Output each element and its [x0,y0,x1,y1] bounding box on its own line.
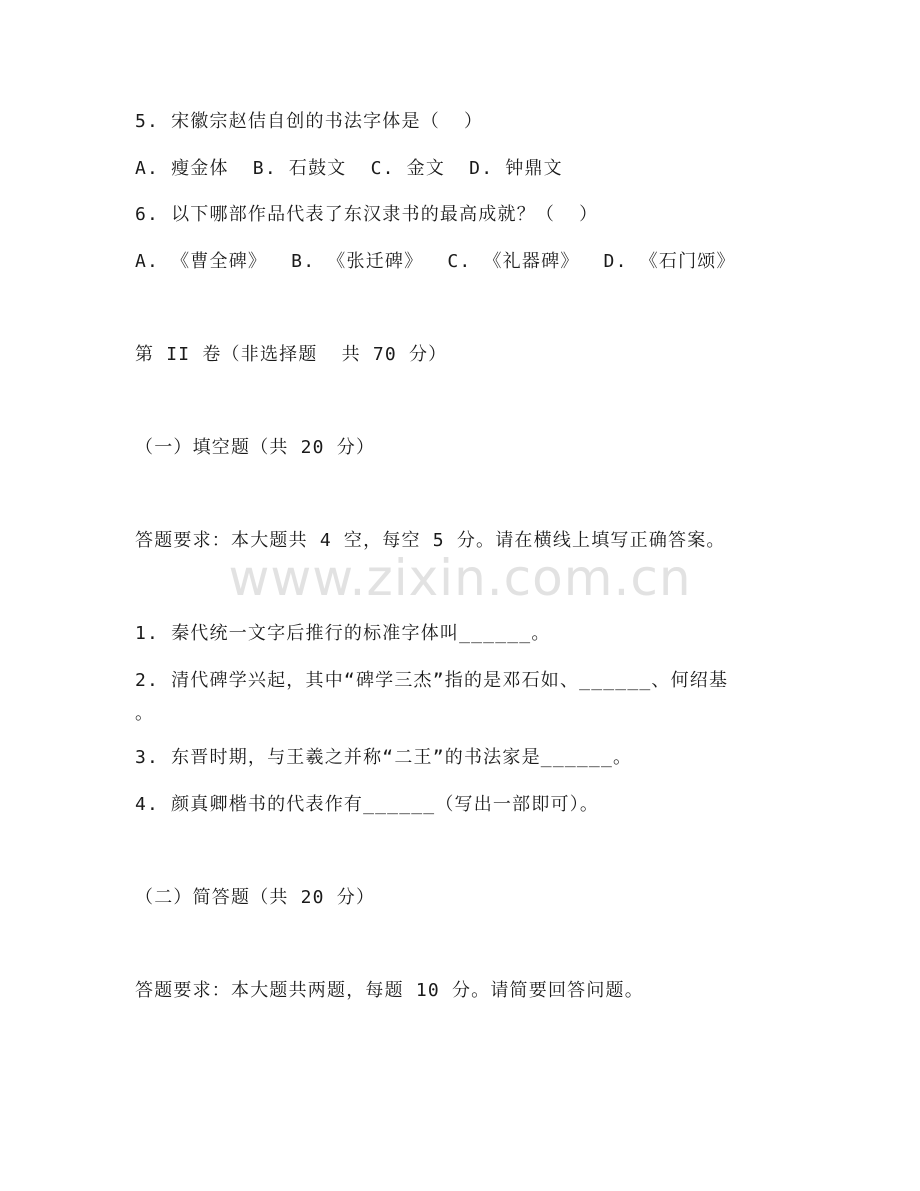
fill-blank-requirement: 答题要求：本大题共 4 空，每空 5 分。请在横线上填写正确答案。 [135,530,726,551]
fill-blank-item-2-continuation: 。 [135,703,155,724]
watermark: www.zixin.com.cn [228,549,692,607]
short-answer-heading: （二）简答题（共 20 分） [135,887,376,908]
fill-blank-item-4: 4. 颜真卿楷书的代表作有______（写出一部即可）。 [135,794,600,815]
fill-blank-heading: （一）填空题（共 20 分） [135,437,376,458]
fill-blank-item-2: 2. 清代碑学兴起，其中“碑学三杰”指的是邓石如、______、何绍基 [135,670,729,691]
question-6-stem: 6. 以下哪部作品代表了东汉隶书的最高成就？（ ） [135,204,599,225]
fill-blank-item-3: 3. 东晋时期，与王羲之并称“二王”的书法家是______。 [135,747,633,768]
question-5-options: A. 瘦金体 B. 石鼓文 C. 金文 D. 钟鼎文 [135,158,563,179]
short-answer-requirement: 答题要求：本大题共两题，每题 10 分。请简要回答问题。 [135,980,644,1001]
section-2-title: 第 II 卷（非选择题 共 70 分） [135,344,448,365]
question-6-options: A. 《曹全碑》 B. 《张迁碑》 C. 《礼器碑》 D. 《石门颂》 [135,251,736,272]
fill-blank-item-1: 1. 秦代统一文字后推行的标准字体叫______。 [135,623,551,644]
question-5-stem: 5. 宋徽宗赵佶自创的书法字体是（ ） [135,111,484,132]
